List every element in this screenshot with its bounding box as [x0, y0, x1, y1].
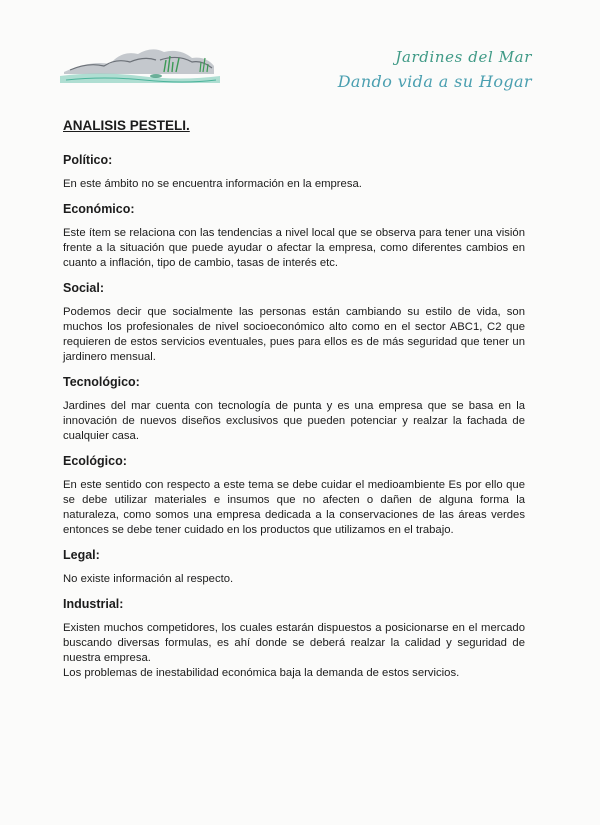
section	[63, 153, 525, 192]
section-heading: Industrial:	[63, 597, 124, 611]
section	[63, 454, 525, 538]
section-paragraph: Este ítem se relaciona con las tendencias a nivel local que se observa para tener una visión frente a la situación que puede ayudar o afectar la empresa, como diferentes cambios en cuanto a inflación, tipo de cambio, tasas de interés etc.	[63, 227, 525, 269]
landscape-logo-icon	[60, 38, 220, 86]
section-heading: Económico:	[63, 202, 135, 216]
document-content	[63, 118, 525, 691]
section-paragraph: Podemos decir que socialmente las personas están cambiando su estilo de vida, son muchos los profesionales de nivel socioeconómico alto como en el sector ABC1, C2 que requieren de estos servicios eventuales, pues para ellos es de más seguridad que tener un jardinero mensual.	[63, 306, 525, 363]
brand-header	[338, 48, 532, 91]
section	[63, 375, 525, 444]
section-heading: Tecnológico:	[63, 375, 140, 389]
section-heading: Político:	[63, 153, 113, 167]
section-paragraph: En este ámbito no se encuentra información en la empresa.	[63, 178, 362, 190]
brand-name: Jardines del Mar	[395, 48, 532, 66]
section-paragraph: Existen muchos competidores, los cuales estarán dispuestos a posicionarse en el mercado buscando diversas formulas, es ahí donde se deberá realzar la calidad y seguridad de nuestra empresa.	[63, 622, 525, 664]
section	[63, 281, 525, 365]
section-heading: Social:	[63, 281, 104, 295]
section	[63, 202, 525, 271]
section	[63, 597, 525, 681]
section-paragraph: Jardines del mar cuenta con tecnología de punta y es una empresa que se basa en la innovación de nuevos diseños exclusivos que pueden potenciar y realzar la fachada de cualquier casa.	[63, 400, 525, 442]
section	[63, 548, 525, 587]
section-paragraph: No existe información al respecto.	[63, 573, 234, 585]
section-heading: Ecológico:	[63, 454, 127, 468]
section-heading: Legal:	[63, 548, 100, 562]
section-paragraph: Los problemas de inestabilidad económica baja la demanda de estos servicios.	[63, 667, 460, 679]
section-list	[63, 153, 525, 681]
section-paragraph: En este sentido con respecto a este tema se debe cuidar el medioambiente Es por ello que se debe utilizar materiales e insumos que no afecten o dañen de alguna forma la naturaleza, como somos una empresa dedicada a la conservaciones de las áreas verdes entonces se debe tener cuidado en los productos que utilizamos en el trabajo.	[63, 479, 525, 536]
brand-tagline: Dando vida a su Hogar	[337, 72, 532, 91]
document-title: ANALISIS PESTELI.	[63, 118, 190, 133]
